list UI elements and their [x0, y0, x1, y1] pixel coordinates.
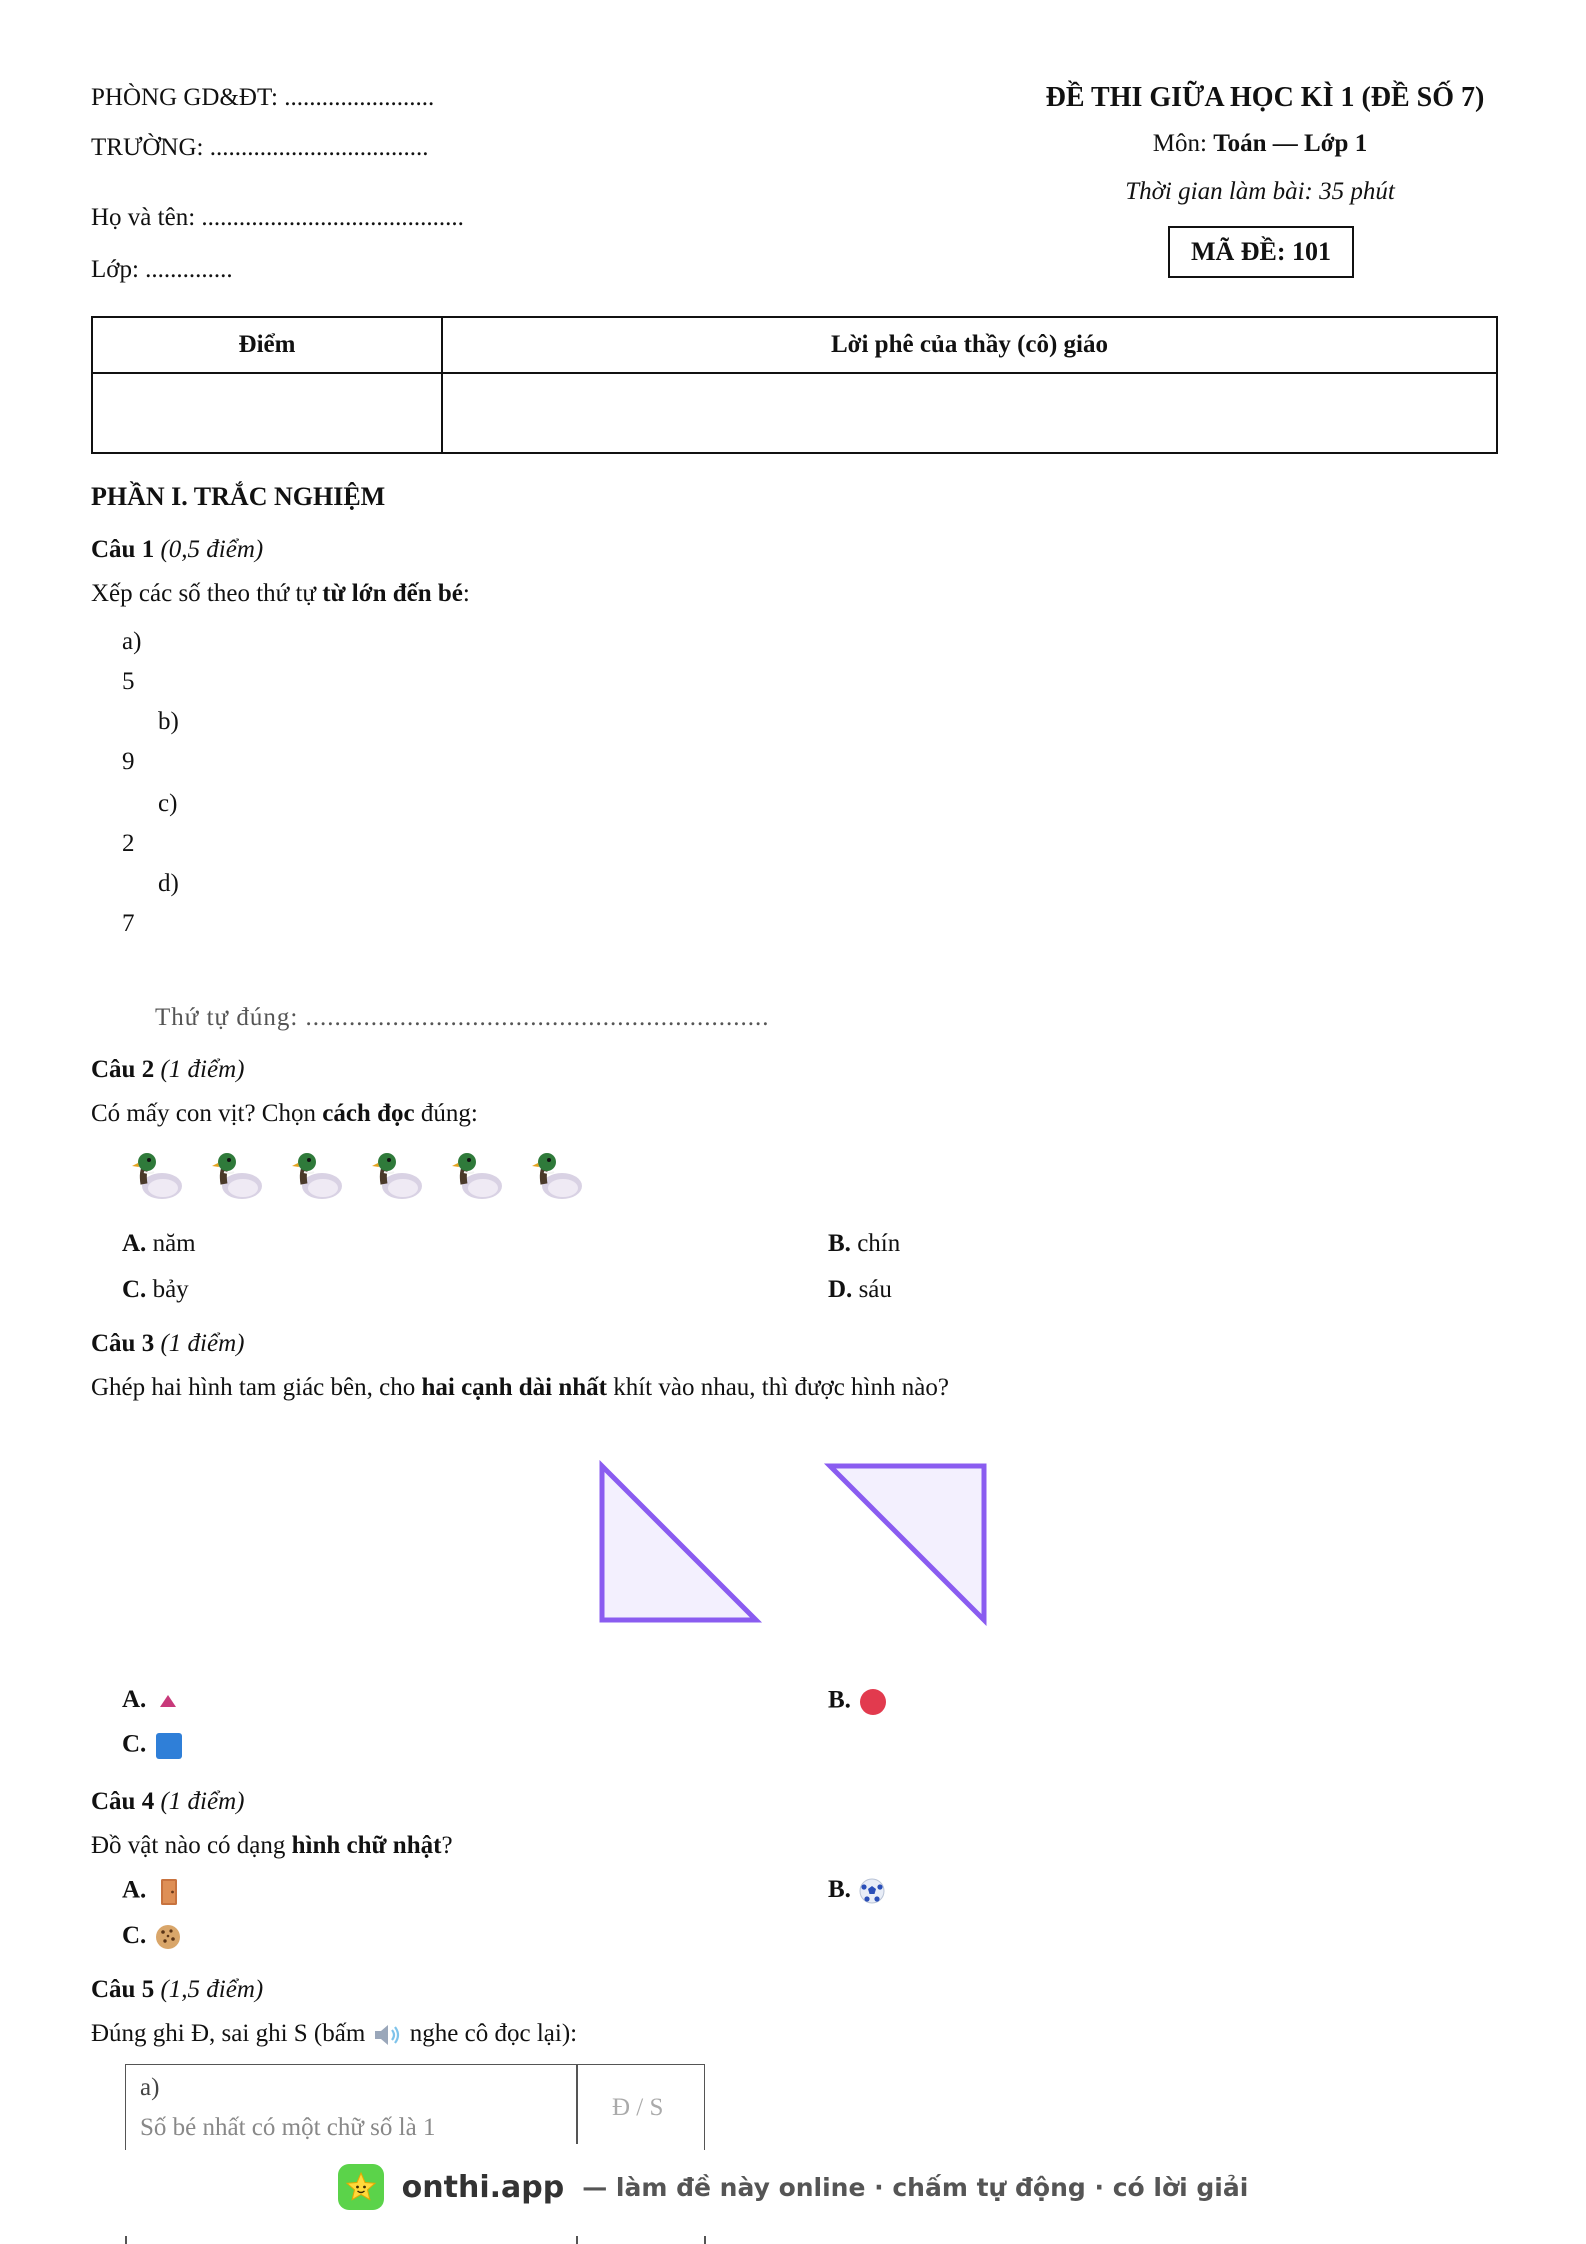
small-triangle-icon [153, 1686, 183, 1716]
q2-title [91, 1056, 244, 1084]
q2-option-b[interactable] [828, 1230, 900, 1258]
subject-prefix: Môn: [1152, 130, 1214, 157]
score-table [91, 316, 1498, 454]
q3-triangles-figure [596, 1460, 996, 1626]
score-cell[interactable] [92, 373, 442, 453]
speaker-icon[interactable] [372, 2021, 404, 2049]
duck-icon [290, 1148, 346, 1204]
q3-prompt-bold: hai cạnh dài nhất [421, 1374, 607, 1401]
q1-item-d-label: d) [158, 870, 179, 897]
q4-label: Câu 4 [91, 1788, 155, 1815]
cookie-icon [153, 1922, 183, 1952]
q5-points: (1,5 điểm) [160, 1976, 264, 2003]
duck-icon [210, 1148, 266, 1204]
subject-name: Toán — Lớp 1 [1213, 130, 1368, 157]
time-line: Thời gian làm bài: 35 phút [1125, 178, 1395, 205]
q3-option-b[interactable] [828, 1686, 889, 1718]
school-line: TRƯỜNG: ................................... [91, 134, 429, 161]
q5-label: Câu 5 [91, 1976, 155, 2003]
q4-option-a-label: A. [122, 1876, 147, 1904]
q5-row-text: Số bé nhất có một chữ số là 1 [140, 2114, 436, 2141]
soccer-ball-icon [857, 1876, 887, 1906]
q1-prompt-post: : [462, 580, 470, 607]
q3-title [91, 1330, 244, 1358]
q5-prompt-pre: Đúng ghi Đ, sai ghi S (bấm [91, 2020, 372, 2047]
q2-option-a[interactable] [122, 1230, 196, 1258]
class-line: Lớp: .............. [91, 256, 233, 283]
q3-option-c-label: C. [122, 1730, 147, 1758]
q1-points: (0,5 điểm) [160, 536, 264, 563]
q4-prompt-bold: hình chữ nhật [291, 1832, 442, 1859]
duck-icon [130, 1148, 186, 1204]
q3-prompt [91, 1374, 949, 1402]
star-logo-icon [338, 2164, 384, 2210]
door-icon [153, 1876, 183, 1908]
q1-answer-line[interactable]: Thứ tự đúng: ................................................................ [155, 1004, 770, 1031]
student-name-line: Họ và tên: .......................................... [91, 204, 464, 231]
score-header: Điểm [92, 317, 442, 373]
q3-label: Câu 3 [91, 1330, 155, 1357]
q1-title [91, 536, 263, 564]
q1-item-a-label: a) [122, 628, 142, 655]
duck-icon [370, 1148, 426, 1204]
q2-prompt-pre: Có mấy con vịt? Chọn [91, 1100, 323, 1127]
footer-banner[interactable] [0, 2150, 1586, 2224]
q1-prompt [91, 580, 470, 608]
table-edge-mark [125, 2236, 127, 2244]
q3-prompt-post: khít vào nhau, thì được hình nào? [606, 1374, 949, 1401]
q2-option-d-label: D. [828, 1276, 853, 1303]
q2-prompt [91, 1100, 478, 1128]
q1-prompt-pre: Xếp các số theo thứ tự [91, 580, 323, 607]
red-circle-icon [857, 1686, 889, 1718]
blue-square-icon [153, 1730, 185, 1762]
q4-title [91, 1788, 244, 1816]
q1-prompt-bold: từ lớn đến bé [322, 580, 463, 607]
q5-table-divider [576, 2064, 578, 2144]
table-edge-mark [576, 2236, 578, 2244]
q5-prompt-post: nghe cô đọc lại): [403, 2020, 578, 2047]
q2-option-a-text: năm [152, 1230, 196, 1257]
q5-prompt [91, 2020, 577, 2049]
q2-option-b-text: chín [857, 1230, 901, 1257]
q2-option-c[interactable] [122, 1276, 189, 1304]
q2-option-c-label: C. [122, 1276, 147, 1303]
q4-option-c-label: C. [122, 1922, 147, 1949]
exam-title: ĐỀ THI GIỮA HỌC KÌ 1 (ĐỀ SỐ 7) [1045, 82, 1485, 113]
q2-option-d-text: sáu [858, 1276, 892, 1303]
table-edge-mark [704, 2236, 706, 2244]
section-title: PHẦN I. TRẮC NGHIỆM [91, 482, 386, 511]
q5-row-answer[interactable]: Đ / S [612, 2094, 664, 2121]
q3-option-b-label: B. [828, 1686, 851, 1714]
q1-item-b-value: 9 [122, 748, 135, 775]
q4-points: (1 điểm) [160, 1788, 245, 1815]
q1-item-a-value: 5 [122, 668, 135, 695]
exam-code: MÃ ĐỀ: 101 [1168, 226, 1354, 278]
subject-line [1020, 130, 1500, 158]
comment-cell[interactable] [442, 373, 1497, 453]
q4-prompt [91, 1832, 453, 1860]
left-right-triangle [602, 1466, 756, 1620]
footer-tagline: — làm đề này online · chấm tự động · có lời giải [582, 2172, 1249, 2202]
q2-prompt-bold: cách đọc [322, 1100, 415, 1127]
q2-prompt-post: đúng: [414, 1100, 478, 1127]
q2-option-b-label: B. [828, 1230, 851, 1257]
q1-item-b-label: b) [158, 708, 179, 735]
duck-icon [450, 1148, 506, 1204]
q2-option-c-text: bảy [152, 1276, 189, 1303]
q3-option-c[interactable] [122, 1730, 185, 1762]
q4-option-a[interactable] [122, 1876, 183, 1908]
right-right-triangle [830, 1466, 984, 1620]
q1-label: Câu 1 [91, 536, 155, 563]
q1-item-c-label: c) [158, 790, 178, 817]
q4-prompt-pre: Đồ vật nào có dạng [91, 1832, 292, 1859]
q3-points: (1 điểm) [160, 1330, 245, 1357]
q2-option-d[interactable] [828, 1276, 892, 1304]
q2-option-a-label: A. [122, 1230, 147, 1257]
q3-option-a-label: A. [122, 1686, 147, 1713]
q4-prompt-post: ? [441, 1832, 453, 1859]
q3-option-a[interactable] [122, 1686, 183, 1716]
q1-item-d-value: 7 [122, 910, 135, 937]
q2-label: Câu 2 [91, 1056, 155, 1083]
footer-brand[interactable]: onthi.app [401, 2169, 565, 2205]
q5-row-label: a) [140, 2074, 160, 2101]
q2-points: (1 điểm) [160, 1056, 245, 1083]
comment-header: Lời phê của thầy (cô) giáo [442, 317, 1497, 373]
q1-item-c-value: 2 [122, 830, 135, 857]
dept-line: PHÒNG GD&ĐT: ........................ [91, 84, 435, 111]
q3-prompt-pre: Ghép hai hình tam giác bên, cho [91, 1374, 422, 1401]
q4-option-c[interactable] [122, 1922, 183, 1952]
q4-option-b[interactable] [828, 1876, 887, 1906]
q5-title [91, 1976, 263, 2004]
q4-option-b-label: B. [828, 1876, 851, 1903]
duck-icon [530, 1148, 586, 1204]
